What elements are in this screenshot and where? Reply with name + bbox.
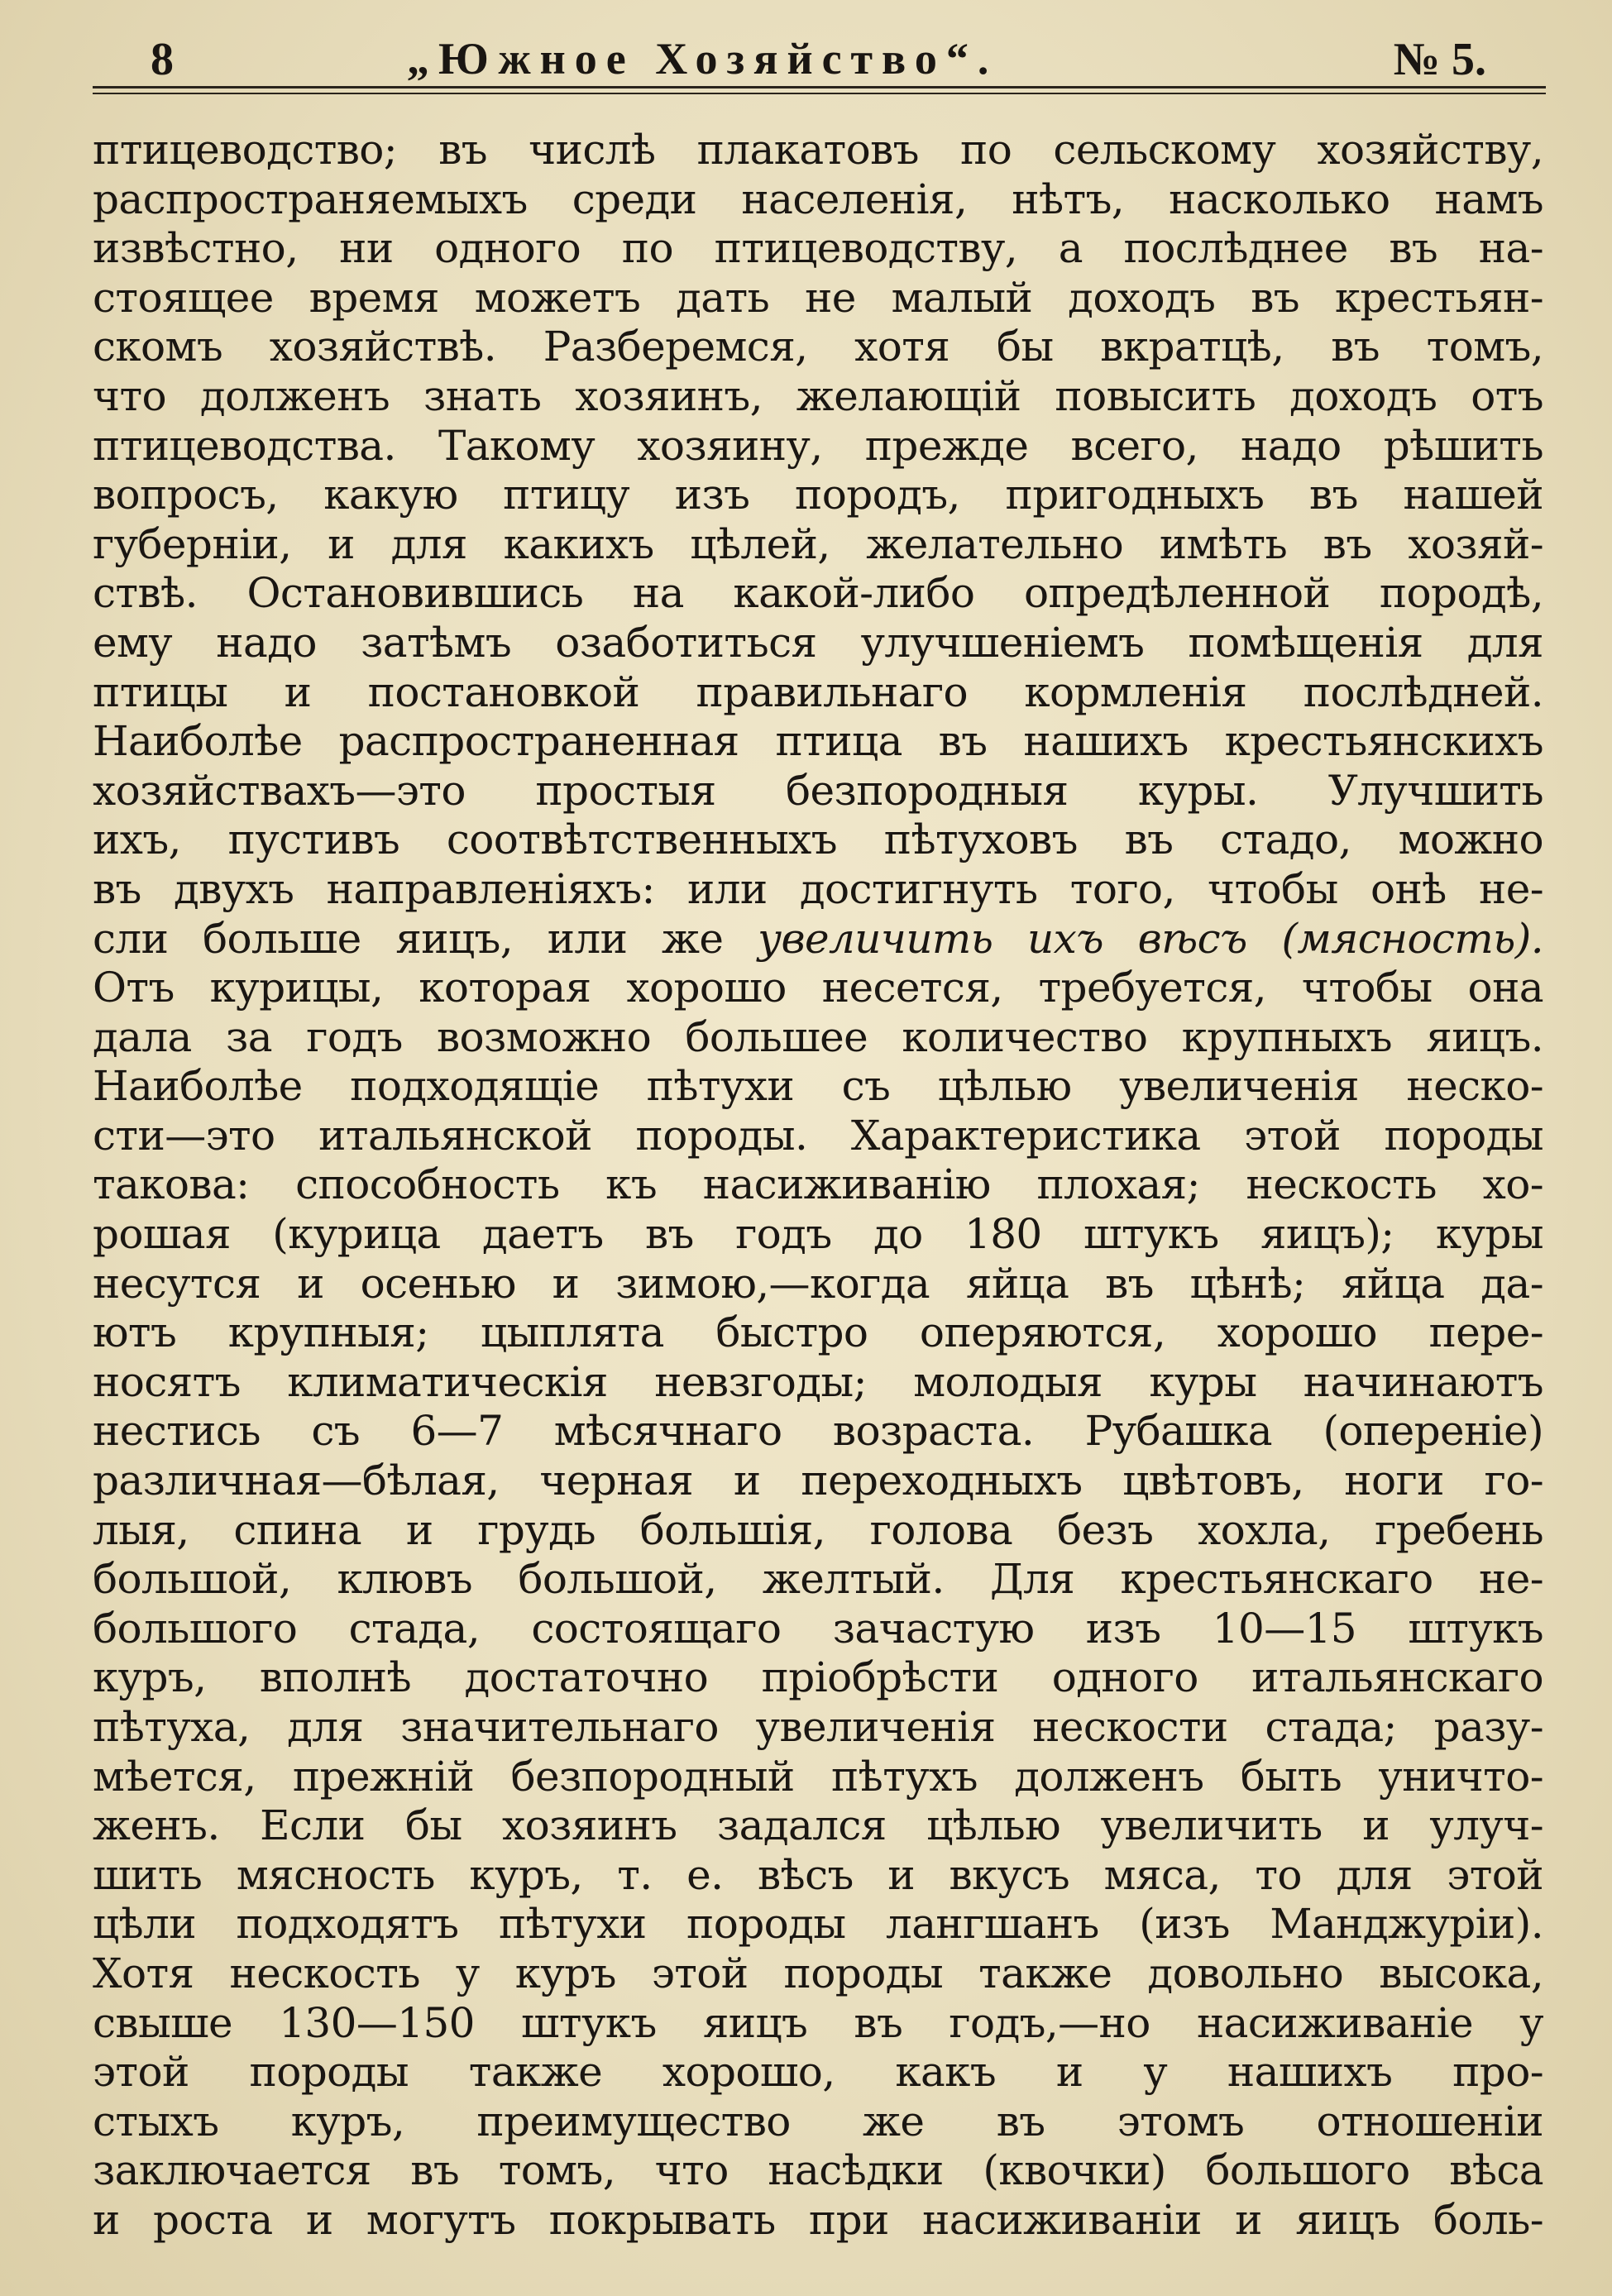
text-line: Хотя нескость у куръ этой породы также довольно высока, <box>93 1949 1543 1997</box>
text-line: ютъ крупныя; цыплята быстро оперяются, хорошо пере- <box>93 1308 1543 1357</box>
text-line: пѣтуха, для значительнаго увеличенія нескости стада; разу- <box>93 1703 1543 1751</box>
text-line: сти—это итальянской породы. Характеристика этой породы <box>93 1111 1543 1160</box>
text-line: губерніи, и для какихъ цѣлей, желательно имѣть въ хозяй- <box>93 519 1543 568</box>
text-line: ему надо затѣмъ озаботиться улучшеніемъ помѣщенія для <box>93 618 1543 667</box>
text-line: цѣли подходятъ пѣтухи породы лангшанъ (изъ Манджуріи). <box>93 1900 1543 1949</box>
text-line: большой, клювъ большой, желтый. Для крестьянскаго не- <box>93 1555 1543 1604</box>
text-segment: сли больше яицъ, или же <box>93 914 724 963</box>
text-line: птицеводство; въ числѣ плакатовъ по сельскому хозяйству, <box>93 126 1543 174</box>
text-line: рошая (курица даетъ въ годъ до 180 штукъ яицъ); куры <box>93 1210 1543 1259</box>
text-line: ствѣ. Остановившись на какой-либо опредѣленной породѣ, <box>93 569 1543 618</box>
text-line: птицы и постановкой правильнаго кормленія послѣдней. <box>93 667 1543 716</box>
text-line: извѣстно, ни одного по птицеводству, а послѣднее въ на- <box>93 224 1543 273</box>
article-body <box>93 126 1543 2246</box>
text-line: различная—бѣлая, черная и переходныхъ цвѣтовъ, ноги го- <box>93 1457 1543 1505</box>
text-line: Наиболѣе подходящіе пѣтухи съ цѣлью увеличенія неско- <box>93 1062 1543 1111</box>
text-line: этой породы также хорошо, какъ и у нашихъ про- <box>93 2048 1543 2097</box>
journal-title: „Южное Хозяйство“. <box>407 34 998 84</box>
text-line: мѣется, прежній безпородный пѣтухъ долженъ быть уничто- <box>93 1752 1543 1801</box>
header-rule-thin <box>93 93 1546 94</box>
text-line: хозяйствахъ—это простыя безпородныя куры. Улучшить <box>93 766 1543 815</box>
text-line: Отъ курицы, которая хорошо несется, требуется, чтобы она <box>93 964 1543 1012</box>
text-line: что долженъ знать хозяинъ, желающій повысить доходъ отъ <box>93 371 1543 420</box>
text-line: дала за годъ возможно большее количество крупныхъ яицъ. <box>93 1012 1543 1061</box>
text-line: стоящее время можетъ дать не малый доходъ въ крестьян- <box>93 273 1543 322</box>
italic-phrase: увеличить ихъ вѣсъ (мясность). <box>758 914 1543 963</box>
text-line: ихъ, пустивъ соотвѣтственныхъ пѣтуховъ въ стадо, можно <box>93 816 1543 864</box>
page-header <box>93 28 1519 88</box>
page-number: 8 <box>151 34 174 85</box>
text-line: распространяемыхъ среди населенія, нѣтъ, насколько намъ <box>93 175 1543 223</box>
text-line: такова: способность къ насиживанію плохая; нескость хо- <box>93 1160 1543 1209</box>
text-line: большого стада, состоящаго зачастую изъ 10—15 штукъ <box>93 1604 1543 1653</box>
text-line: шить мясность куръ, т. е. вѣсъ и вкусъ мяса, то для этой <box>93 1850 1543 1899</box>
text-line: стыхъ куръ, преимущество же въ этомъ отношеніи <box>93 2097 1543 2145</box>
text-line: куръ, вполнѣ достаточно пріобрѣсти одного итальянскаго <box>93 1653 1543 1702</box>
text-line: заключается въ томъ, что насѣдки (квочки) большого вѣса <box>93 2146 1543 2195</box>
text-line: и роста и могутъ покрывать при насиживаніи и яицъ боль- <box>93 2195 1543 2244</box>
text-line-with-italic <box>93 915 1543 964</box>
text-line: носятъ климатическія невзгоды; молодыя куры начинаютъ <box>93 1357 1543 1406</box>
text-line: скомъ хозяйствѣ. Разберемся, хотя бы вкратцѣ, въ томъ, <box>93 323 1543 371</box>
text-line: женъ. Если бы хозяинъ задался цѣлью увеличить и улуч- <box>93 1801 1543 1850</box>
text-line: несутся и осенью и зимою,—когда яйца въ цѣнѣ; яйца да- <box>93 1259 1543 1308</box>
text-line: свыше 130—150 штукъ яицъ въ годъ,—но насиживаніе у <box>93 1998 1543 2047</box>
text-line: въ двухъ направленіяхъ: или достигнуть того, чтобы онѣ не- <box>93 864 1543 913</box>
text-line: Наиболѣе распространенная птица въ нашихъ крестьянскихъ <box>93 717 1543 766</box>
header-rule <box>93 86 1546 88</box>
issue-number: № 5. <box>1393 34 1486 85</box>
text-line: нестись съ 6—7 мѣсячнаго возраста. Рубашка (опереніе) <box>93 1407 1543 1456</box>
text-line: лыя, спина и грудь большія, голова безъ хохла, гребень <box>93 1505 1543 1554</box>
text-line: вопросъ, какую птицу изъ породъ, пригодныхъ въ нашей <box>93 471 1543 519</box>
text-line: птицеводства. Такому хозяину, прежде всего, надо рѣшить <box>93 421 1543 470</box>
